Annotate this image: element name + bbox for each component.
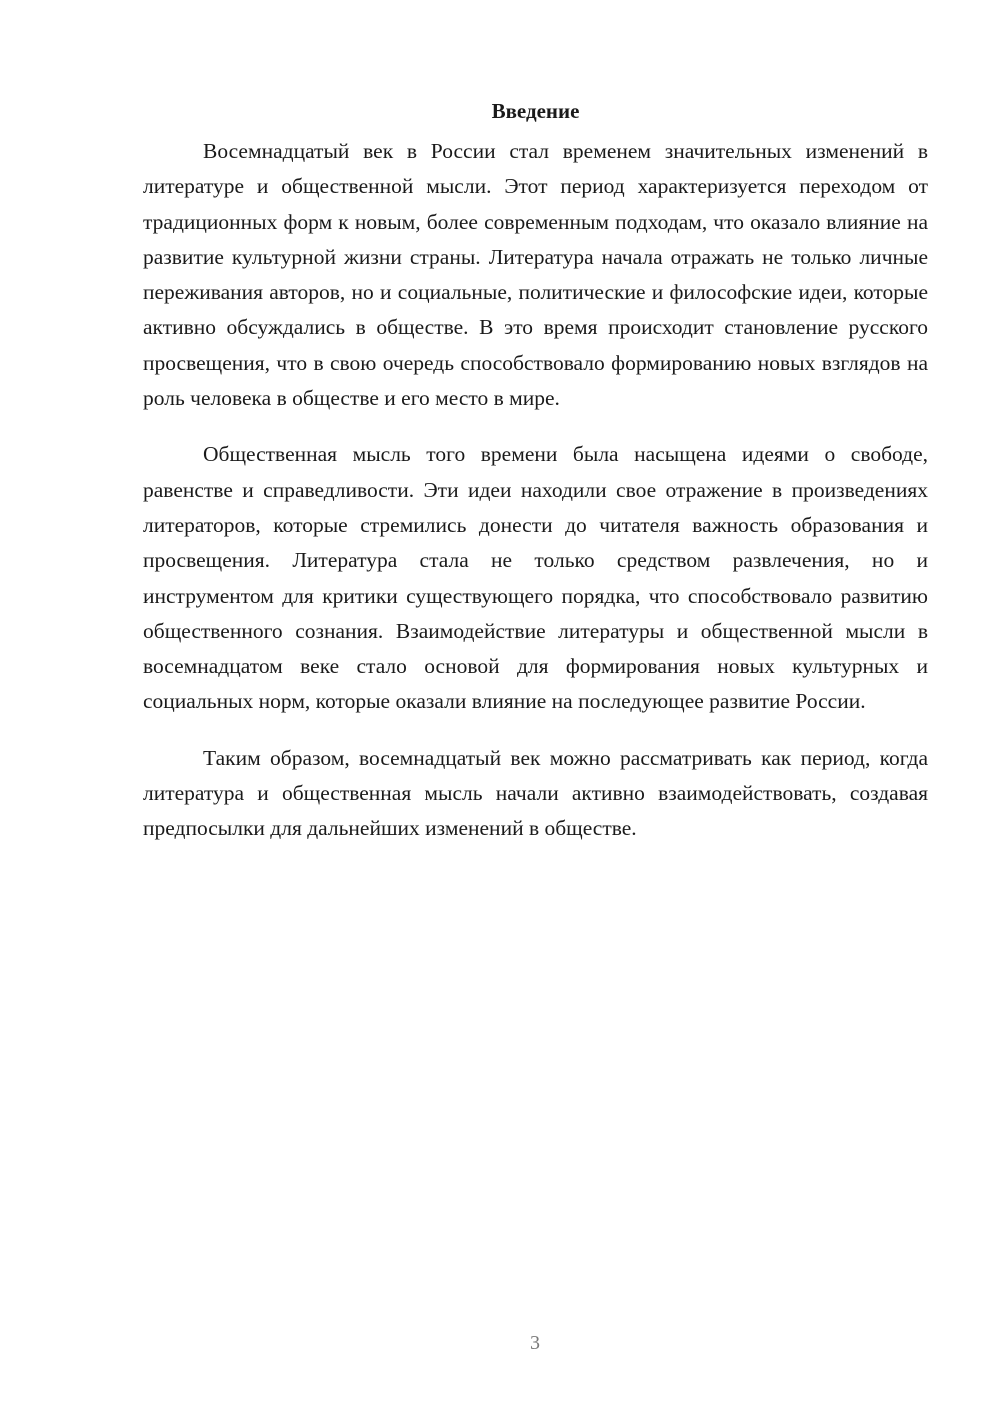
paragraph-3: Таким образом, восемнадцатый век можно рассматривать как период, когда литература и общественная мысль начали активно взаимодействовать, создавая предпосылки для дальнейших изменений в обществе. [143, 745, 928, 841]
section-title: Введение [491, 99, 580, 123]
paragraph-1: Восемнадцатый век в России стал временем значительных изменений в литературе и общественной мысли. Этот период характеризуется переходом от традиционных форм к новым, более современным подходам, что оказало влияние на развитие культурной жизни страны. Литература начала отражать не только личные переживания авторов, но и социальные, политические и философские идеи, которые активно обсуждались в обществе. В это время происходит становление русского просвещения, что в свою очередь способствовало формированию новых взглядов на роль человека в обществе и его место в мире. [143, 139, 928, 411]
page-number: 3 [530, 1332, 540, 1354]
paragraph-2: Общественная мысль того времени была насыщена идеями о свободе, равенстве и справедливости. Эти идеи находили свое отражение в произведениях литераторов, которые стремились донести до читателя важность образования и просвещения. Литература стала не только средством развлечения, но и инструментом для критики существующего порядка, что способствовало развитию общественного сознания. Взаимодействие литературы и общественной мысли в восемнадцатом веке стало основой для формирования новых культурных и социальных норм, которые оказали влияние на последующее развитие России. [143, 442, 928, 714]
page-content [143, 92, 928, 868]
